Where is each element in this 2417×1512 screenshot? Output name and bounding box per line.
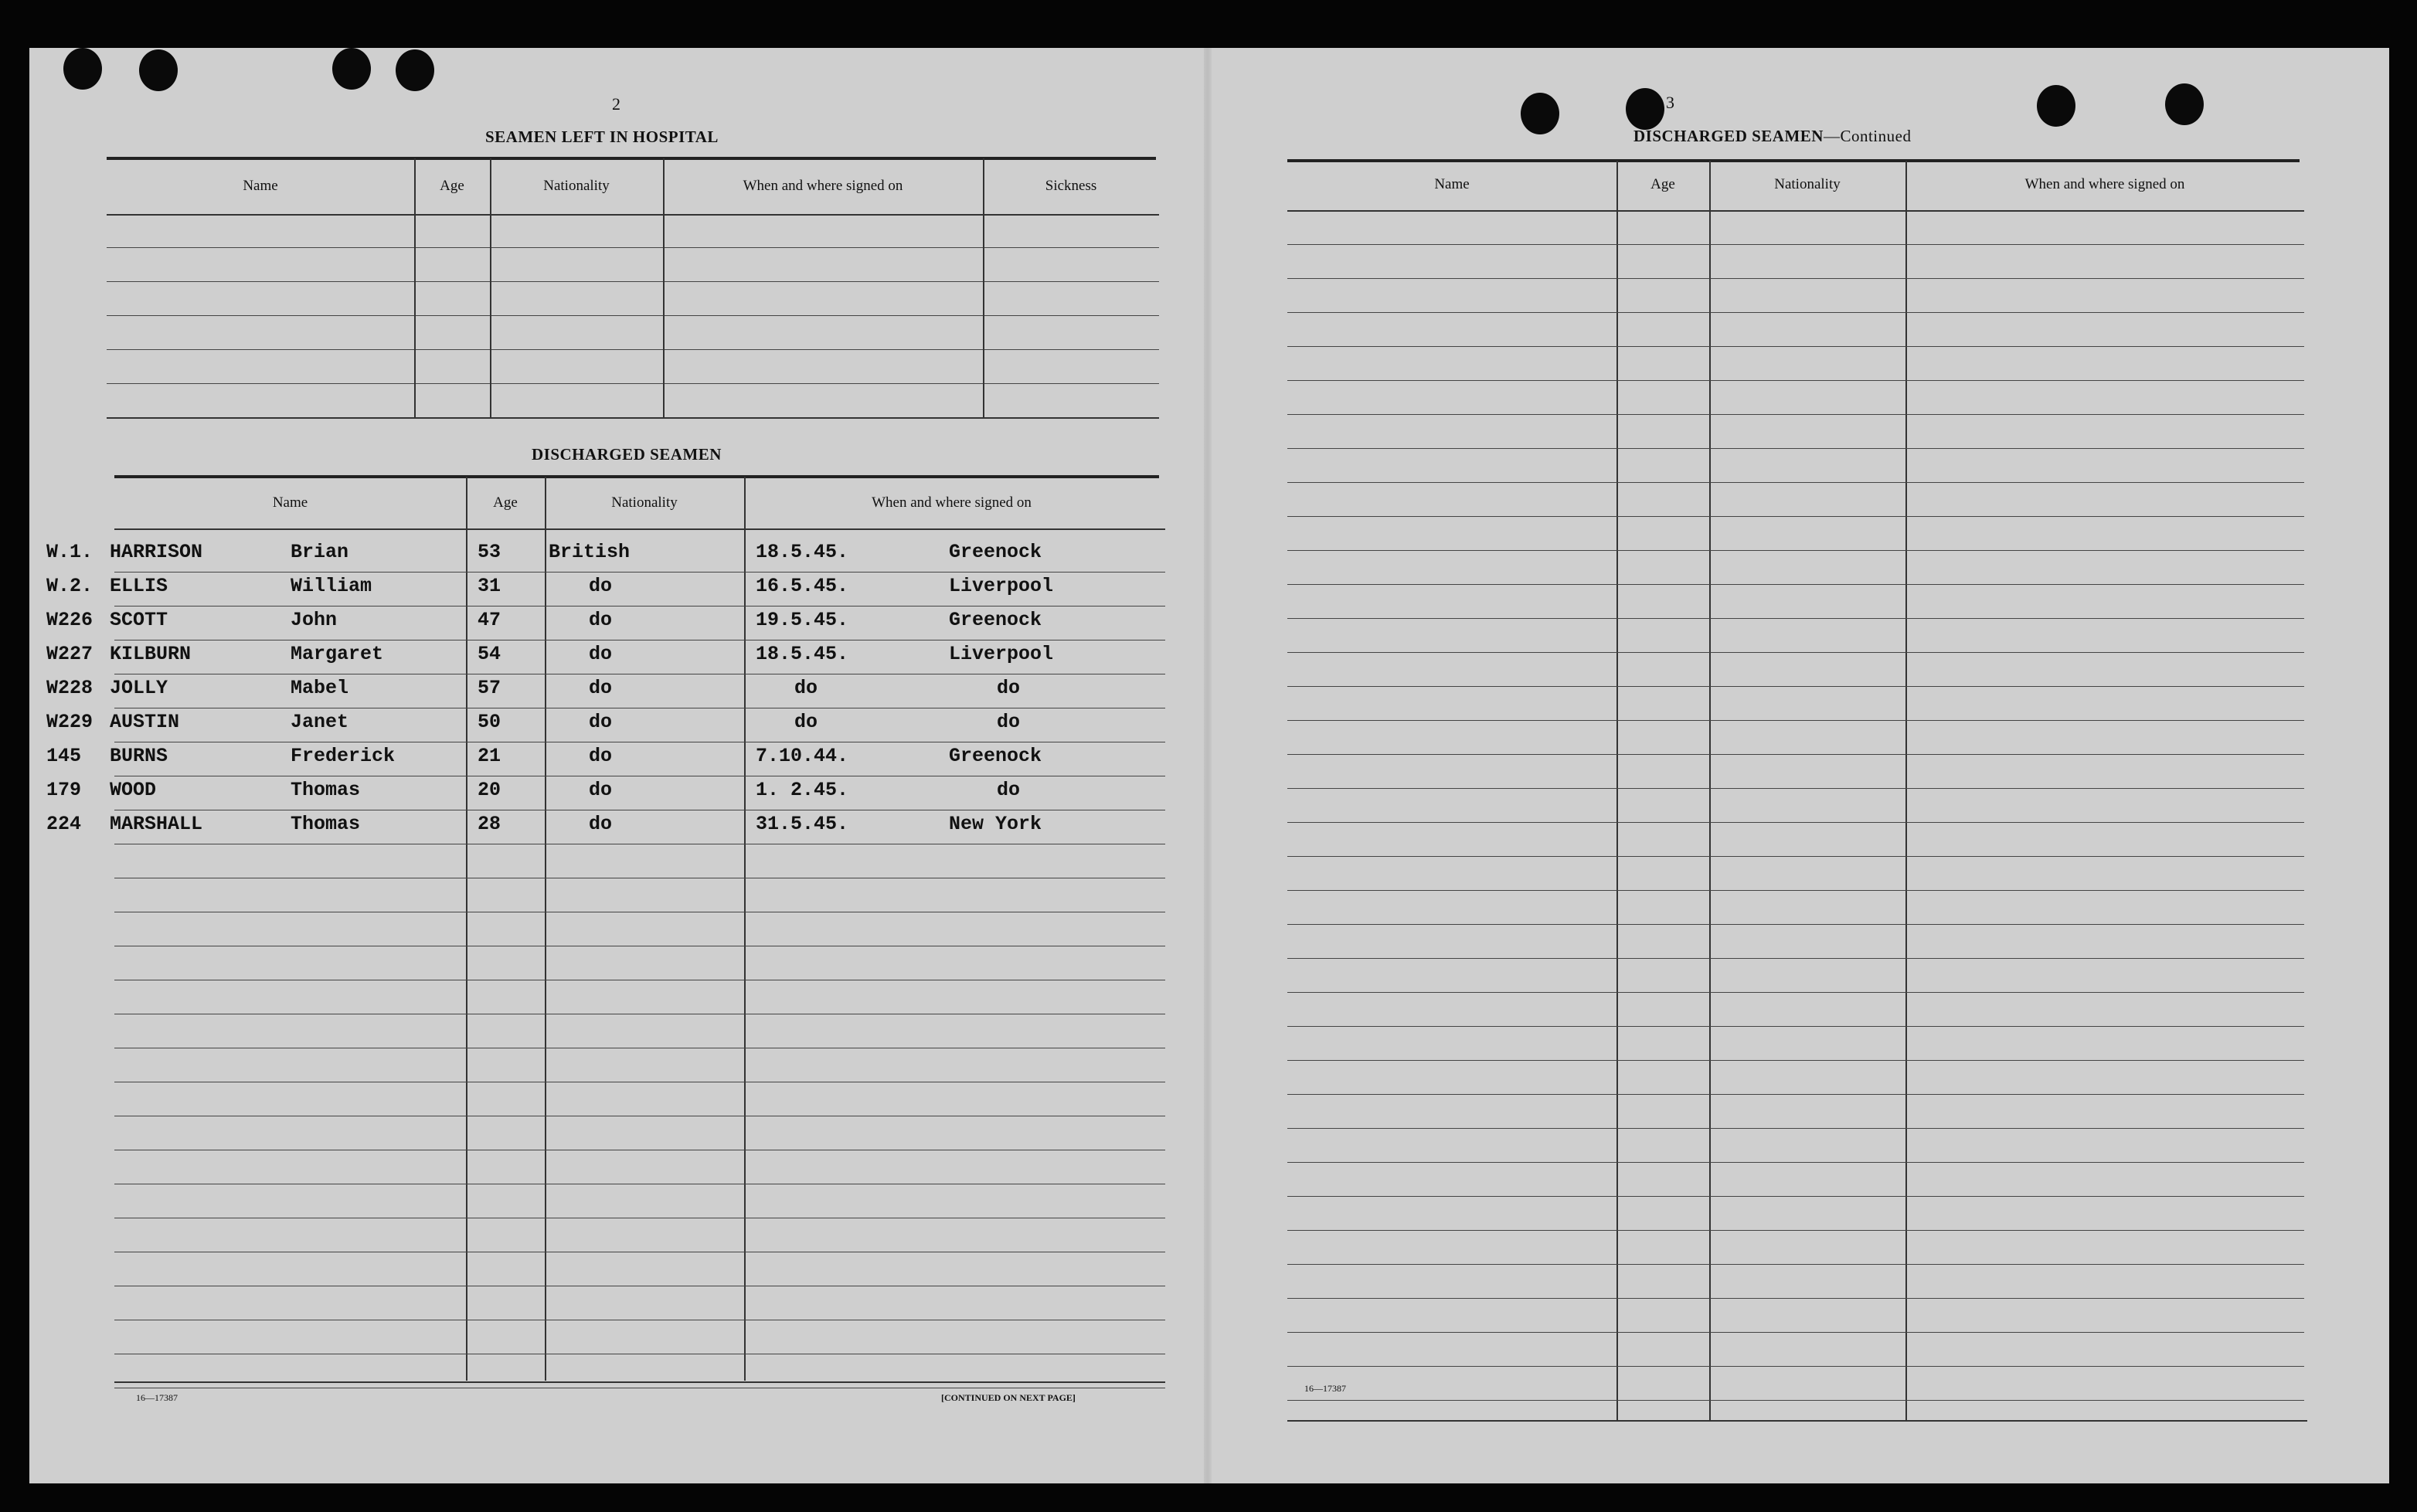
- punch-hole: [396, 49, 434, 91]
- right-section-title: DISCHARGED SEAMEN—Continued: [1633, 127, 1912, 145]
- right-col-age: Age: [1650, 176, 1675, 192]
- seaman-surname: KILBURN: [110, 643, 192, 665]
- seaman-nationality: do: [589, 609, 613, 631]
- punch-hole: [1626, 88, 1664, 130]
- seaman-given-name: Brian: [291, 541, 349, 563]
- punch-hole: [139, 49, 178, 91]
- seaman-age: 28: [478, 813, 501, 835]
- signed-on-place: do: [997, 711, 1021, 733]
- seaman-surname: BURNS: [110, 745, 168, 767]
- signed-on-date: 1. 2.45.: [756, 779, 849, 801]
- discharged-section-title: DISCHARGED SEAMEN: [532, 445, 722, 464]
- signed-on-place: Greenock: [949, 541, 1042, 563]
- seaman-given-name: Thomas: [291, 779, 361, 801]
- seaman-number: W229: [46, 711, 93, 733]
- seaman-nationality: do: [589, 677, 613, 699]
- left-page: [29, 48, 1204, 1483]
- discharged-col-name: Name: [272, 494, 308, 511]
- seaman-given-name: Thomas: [291, 813, 361, 835]
- form-code: 16—17387: [1304, 1383, 1346, 1394]
- seaman-number: W226: [46, 609, 93, 631]
- seaman-nationality: do: [589, 711, 613, 733]
- seaman-age: 57: [478, 677, 501, 699]
- seaman-surname: HARRISON: [110, 541, 203, 563]
- punch-hole: [2165, 83, 2204, 125]
- seaman-surname: WOOD: [110, 779, 157, 801]
- seaman-nationality: do: [589, 813, 613, 835]
- seaman-number: 145: [46, 745, 82, 767]
- signed-on-place: Greenock: [949, 609, 1042, 631]
- punch-hole: [2037, 85, 2075, 127]
- discharged-col-nationality: Nationality: [611, 494, 678, 511]
- hospital-col-signed-on: When and where signed on: [743, 178, 903, 194]
- signed-on-place: Liverpool: [949, 643, 1054, 665]
- seaman-given-name: William: [291, 575, 372, 597]
- seaman-given-name: Margaret: [291, 643, 384, 665]
- signed-on-place: Greenock: [949, 745, 1042, 767]
- seaman-age: 20: [478, 779, 501, 801]
- form-code: 16—17387: [136, 1392, 178, 1403]
- signed-on-date: 18.5.45.: [756, 643, 849, 665]
- seaman-age: 53: [478, 541, 501, 563]
- page-fold: [1204, 48, 1212, 1483]
- punch-hole: [332, 48, 371, 90]
- signed-on-place: do: [997, 677, 1021, 699]
- hospital-col-age: Age: [440, 178, 464, 194]
- page-number: 2: [612, 94, 620, 114]
- seaman-nationality: do: [589, 643, 613, 665]
- seaman-given-name: Mabel: [291, 677, 349, 699]
- seaman-number: 179: [46, 779, 82, 801]
- seaman-surname: MARSHALL: [110, 813, 203, 835]
- seaman-number: W.2.: [46, 575, 93, 597]
- hospital-col-nationality: Nationality: [543, 178, 610, 194]
- seaman-nationality: British: [549, 541, 631, 563]
- signed-on-date: 7.10.44.: [756, 745, 849, 767]
- seaman-surname: JOLLY: [110, 677, 168, 699]
- seaman-surname: SCOTT: [110, 609, 168, 631]
- signed-on-date: do: [794, 677, 818, 699]
- seaman-age: 54: [478, 643, 501, 665]
- seaman-age: 21: [478, 745, 501, 767]
- document-paper: [29, 48, 2389, 1483]
- right-col-nationality: Nationality: [1774, 176, 1841, 192]
- seaman-given-name: Janet: [291, 711, 349, 733]
- punch-hole: [1521, 93, 1559, 134]
- seaman-nationality: do: [589, 745, 613, 767]
- right-col-signed-on: When and where signed on: [2024, 176, 2185, 192]
- seaman-number: W228: [46, 677, 93, 699]
- hospital-col-sickness: Sickness: [1045, 178, 1097, 194]
- page-number: 3: [1666, 93, 1674, 112]
- discharged-col-age: Age: [493, 494, 518, 511]
- hospital-col-name: Name: [243, 178, 278, 194]
- punch-hole: [63, 48, 102, 90]
- signed-on-place: Liverpool: [949, 575, 1054, 597]
- signed-on-date: do: [794, 711, 818, 733]
- seaman-given-name: John: [291, 609, 338, 631]
- seaman-surname: ELLIS: [110, 575, 168, 597]
- signed-on-date: 19.5.45.: [756, 609, 849, 631]
- seaman-surname: AUSTIN: [110, 711, 180, 733]
- seaman-number: W.1.: [46, 541, 93, 563]
- signed-on-date: 18.5.45.: [756, 541, 849, 563]
- signed-on-date: 31.5.45.: [756, 813, 849, 835]
- seaman-given-name: Frederick: [291, 745, 396, 767]
- signed-on-date: 16.5.45.: [756, 575, 849, 597]
- seaman-nationality: do: [589, 575, 613, 597]
- seaman-age: 31: [478, 575, 501, 597]
- seaman-number: W227: [46, 643, 93, 665]
- signed-on-place: do: [997, 779, 1021, 801]
- seaman-age: 50: [478, 711, 501, 733]
- seaman-nationality: do: [589, 779, 613, 801]
- right-page: [1212, 48, 2389, 1483]
- seaman-age: 47: [478, 609, 501, 631]
- seaman-number: 224: [46, 813, 82, 835]
- continued-note: [CONTINUED ON NEXT PAGE]: [941, 1392, 1076, 1403]
- hospital-section-title: SEAMEN LEFT IN HOSPITAL: [485, 127, 719, 146]
- discharged-col-signed-on: When and where signed on: [872, 494, 1032, 511]
- right-col-name: Name: [1434, 176, 1470, 192]
- signed-on-place: New York: [949, 813, 1042, 835]
